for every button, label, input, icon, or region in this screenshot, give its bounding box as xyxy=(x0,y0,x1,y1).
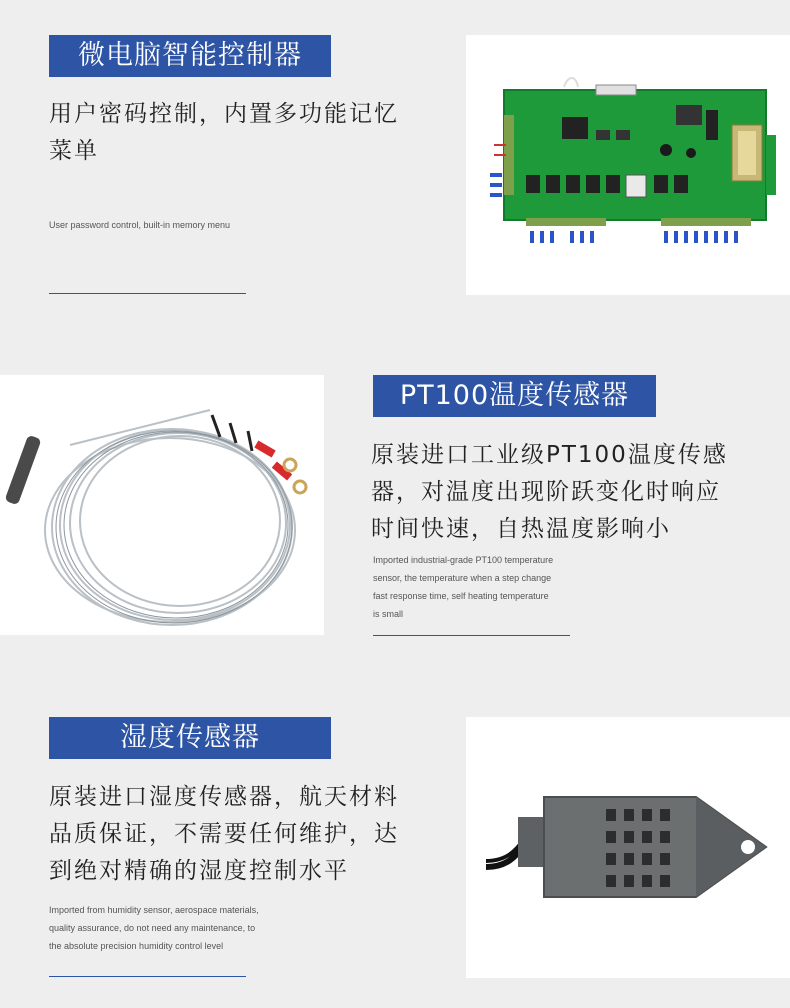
description-line: 到绝对精确的湿度控制水平 xyxy=(49,858,349,884)
section-english-description xyxy=(373,551,603,623)
divider-rule xyxy=(49,293,246,294)
section-description xyxy=(49,779,449,890)
description-line: 原装进口湿度传感器，航天材料 xyxy=(49,784,399,810)
pt100-probe-photo xyxy=(0,375,324,635)
english-line: Imported from humidity sensor, aerospace materials, xyxy=(49,905,259,915)
humidity-sensor-photo xyxy=(466,717,790,978)
section-title: PT100温度传感器 xyxy=(373,375,656,417)
section-english-description xyxy=(49,216,349,234)
divider-rule xyxy=(373,635,570,636)
english-line: is small xyxy=(373,609,404,619)
english-line: fast response time, self heating temperature xyxy=(373,591,549,601)
section-title: 湿度传感器 xyxy=(49,717,331,759)
section-description xyxy=(49,96,439,170)
english-line: User password control, built-in memory menu xyxy=(49,220,231,230)
description-line: 菜单 xyxy=(49,138,99,164)
section-title: 微电脑智能控制器 xyxy=(49,35,331,77)
english-line: Imported industrial-grade PT100 temperature xyxy=(373,555,554,565)
english-line: sensor, the temperature when a step change xyxy=(373,573,552,583)
description-line: 品质保证，不需要任何维护，达 xyxy=(49,821,399,847)
section-pt100-sensor xyxy=(0,360,790,660)
section-english-description xyxy=(49,901,309,955)
section-controller xyxy=(0,0,790,320)
section-description xyxy=(371,437,771,548)
description-line: 用户密码控制，内置多功能记忆 xyxy=(49,101,399,127)
english-line: quality assurance, do not need any maintenance, to xyxy=(49,923,256,933)
divider-rule xyxy=(49,976,246,977)
english-line: the absolute precision humidity control level xyxy=(49,941,224,951)
description-line: 时间快速，自热温度影响小 xyxy=(371,516,671,542)
description-line: 原装进口工业级PT100温度传感 xyxy=(371,442,728,468)
description-line: 器，对温度出现阶跃变化时响应 xyxy=(371,479,721,505)
section-humidity-sensor xyxy=(0,700,790,1000)
controller-board-photo xyxy=(466,35,790,295)
